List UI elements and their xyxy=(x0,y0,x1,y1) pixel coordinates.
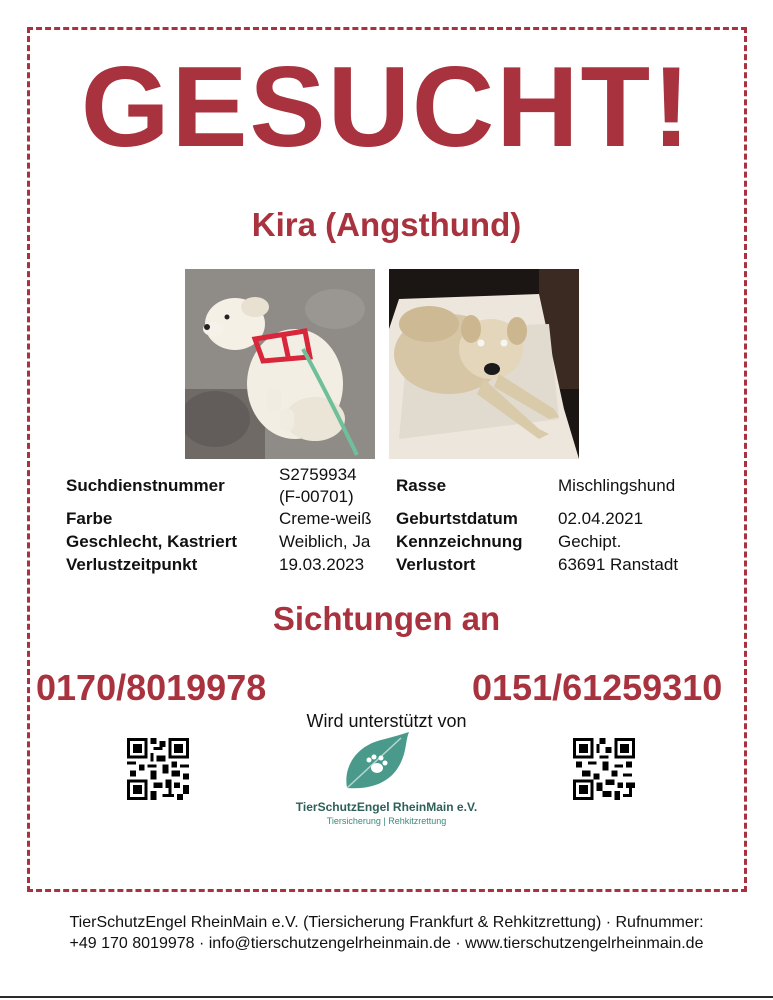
label-verlustzeitpunkt: Verlustzeitpunkt xyxy=(66,555,198,574)
qr-code-icon[interactable] xyxy=(127,738,189,800)
value-verlustzeitpunkt: 19.03.2023 xyxy=(279,555,365,574)
organization-name: TierSchutzEngel RheinMain e.V. xyxy=(295,800,478,814)
qr-code-left-graphic xyxy=(127,738,189,800)
label-verlustort: Verlustort xyxy=(396,555,476,574)
dog-photo-blanket-image xyxy=(389,269,579,459)
footer-line-2: +49 170 8019978 · info@tierschutzengelrheinmain.de · www.tierschutzengelrheinmain.de xyxy=(69,935,704,952)
organization-tagline: Tiersicherung | Rehkitzrettung xyxy=(326,816,447,826)
dog-name: Kira (Angsthund) xyxy=(251,206,522,243)
sightings-heading: Sichtungen an xyxy=(272,600,501,637)
dog-photo-harness xyxy=(185,269,375,459)
label-geschlecht-kastriert: Geschlecht, Kastriert xyxy=(66,532,238,551)
value-rasse: Mischlingshund xyxy=(558,476,676,495)
label-farbe: Farbe xyxy=(66,509,113,528)
dog-photo-blanket xyxy=(389,269,579,459)
footer-line-1: TierSchutzEngel RheinMain e.V. (Tiersicherung Frankfurt & Rehkitzrettung) · Rufnummer: xyxy=(69,914,704,931)
value-geschlecht-kastriert: Weiblich, Ja xyxy=(279,532,371,551)
value-suchdienstnummer-line1: S2759934 xyxy=(279,465,357,484)
label-suchdienstnummer: Suchdienstnummer xyxy=(66,476,225,495)
paw-leaf-logo-icon xyxy=(341,732,411,794)
label-geburtstdatum: Geburtstdatum xyxy=(396,509,518,528)
dog-photo-harness-image xyxy=(185,269,375,459)
poster-headline: GESUCHT! xyxy=(80,44,693,171)
value-verlustort: 63691 Ranstadt xyxy=(558,555,679,574)
supported-by-label: Wird unterstützt von xyxy=(306,711,467,731)
label-rasse: Rasse xyxy=(396,476,447,495)
value-farbe: Creme-weiß xyxy=(279,509,372,528)
qr-code-icon[interactable] xyxy=(573,738,635,800)
phone-number-left[interactable]: 0170/8019978 xyxy=(36,667,267,708)
value-suchdienstnummer-line2: (F-00701) xyxy=(279,487,354,506)
phone-number-right[interactable]: 0151/61259310 xyxy=(472,667,723,708)
value-kennzeichnung: Gechipt. xyxy=(558,532,622,551)
label-kennzeichnung: Kennzeichnung xyxy=(396,532,523,551)
paw-leaf-logo-graphic xyxy=(341,732,411,794)
bottom-rule xyxy=(0,996,773,998)
qr-code-right-graphic xyxy=(573,738,635,800)
value-geburtstdatum: 02.04.2021 xyxy=(558,509,644,528)
